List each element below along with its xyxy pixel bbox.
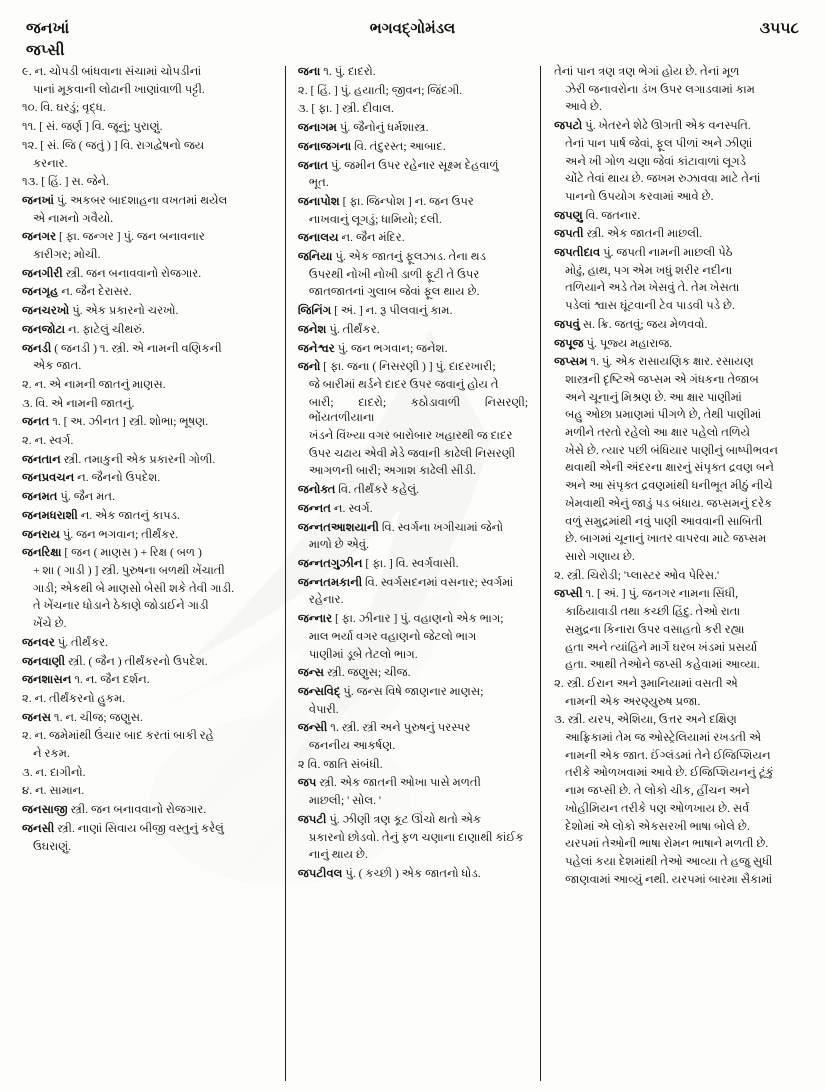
dictionary-entry [22, 802, 273, 818]
entry-continuation-line: કારીગર; મોચી. [33, 248, 101, 262]
entry-first-line: જનમધરાશી ન. એક જાતનું કાપડ. [22, 508, 180, 522]
entry-first-line: જનેશ પું. તીર્થંકર. [297, 322, 380, 336]
entry-headword: જપટી [297, 812, 327, 826]
entry-continuation-line: ભૂત. [308, 176, 329, 190]
entry-continuation-line: મોઢું, હાથ, પગ એમ ખધું શરીર નદીના [565, 263, 733, 277]
dictionary-entry [298, 139, 528, 155]
entry-continuation-line: પાણીમાં ડૂબે તેટલો ભાગ. [308, 647, 418, 661]
entry-continuation-line: તરીકે ઓળખવામાં આવે છે. ઈજિપ્શિયનનું ટૂંકું [565, 766, 774, 780]
entry-continuation-line: માળો છે એવું. [308, 538, 369, 552]
entry-headword: જનગર [22, 230, 57, 244]
entry-continuation-line: માલ ભર્યા વગર વહાણનો જેટલો ભાગ [308, 629, 477, 643]
entry-first-line: જનાત પું. જમીન ઉપર રહેનાર સૂક્ષ્મ દેહવાળું [297, 158, 499, 172]
entry-continuation-line: હતા. આથી તેઓને જપ્સી કહેવામાં આવ્યા. [565, 658, 760, 672]
entry-continuation-line: અને આ સંપૃક્ત દ્રવણમાંથી ધનીભૂત મીઠું નીચે [565, 479, 773, 493]
header-guide-word-second: જપ્સી [26, 42, 65, 59]
entry-headword: જનાપોશ [297, 194, 340, 208]
dictionary-entry [554, 226, 807, 242]
entry-first-line: જનરિક્ષા [ જન ( માણસ ) + રિક્ષ ( બળ ) [22, 546, 202, 560]
entry-first-line: ૧૩. [ હિં. ] સ. જેને. [22, 175, 110, 189]
entry-headword: જન્નતઆશયાની [297, 520, 379, 534]
entry-first-line: જનાજગના વિ. તંદુરસ્ત; આબાદ. [297, 139, 446, 153]
entry-headword: જનસી [22, 821, 55, 835]
entry-headword: જનવાણી [22, 654, 66, 668]
dictionary-entry [298, 303, 528, 319]
dictionary-entry [298, 684, 528, 717]
entry-continuation-line: નાખવાનું લૂગડું; ધામિયો; દલી. [308, 212, 442, 226]
entry-continuation-line: કરનાર. [33, 156, 68, 170]
dictionary-entry [22, 672, 273, 688]
entry-headword: જનતાન [22, 452, 61, 466]
entry-continuation-line: મળીને તરતો રહેલો આ ક્ષાર પહેલો તળિયે [565, 426, 751, 440]
entry-headword: જનત [22, 415, 50, 429]
entry-continuation-line: માછલી; ' સોલ. ' [308, 794, 382, 808]
entry-first-line: ૧૧. [ સં. જર્ણ ] વિ. જૂનું; પુરાણું. [22, 120, 163, 134]
entry-first-line: જનાલય ન. જૈન મંદિર. [297, 231, 405, 245]
entry-headword: જનસ [22, 710, 51, 724]
entry-first-line: ૨. ન. એ નામની જાતનું માણસ. [22, 377, 166, 391]
entry-first-line: જન્નત ન. સ્વર્ગ. [297, 501, 373, 515]
entry-continuation-line: સારો ગણાય છે. [565, 549, 635, 563]
entry-first-line: જપ સ્ત્રી. એક જાતની ઓખા પાસે મળતી [297, 776, 481, 790]
dictionary-entry [298, 158, 528, 191]
entry-headword: જનખાં [22, 193, 54, 207]
dictionary-entry [298, 64, 528, 80]
dictionary-entry [22, 396, 273, 412]
entry-first-line: જનપ્રવચન ન. જૈનનો ઉપદેશ. [22, 471, 161, 485]
entry-first-line: જપટો પું. ખેતરને શેઢે ઊગતી એક વનસ્પતિ. [554, 119, 751, 133]
dictionary-entry [22, 174, 273, 190]
entry-continuation-line: શાસ્ત્રની દૃષ્ટિએ જપ્સમ એ ગંધકના તેજાબ [565, 372, 759, 386]
entry-continuation-line: તળિયાને અડે તેમ ખેસવું તે. તેમ ખેસતા [565, 281, 740, 295]
column-1 [22, 64, 285, 1083]
entry-first-line: ૪. ન. સામાન. [22, 784, 85, 798]
dictionary-entry [298, 520, 528, 553]
entry-headword: જપ્સી [554, 587, 583, 601]
entry-first-line: જનો [ ફા. જના ( નિસરણી ) ] પું. દાદરખારી; [297, 360, 496, 374]
dictionary-entry [554, 245, 807, 314]
entry-first-line: જનસી સ્ત્રી. નાણાં સિવાય બીજી વસ્તુનું કરેલું [22, 821, 224, 835]
dictionary-entry [22, 284, 273, 300]
entry-headword: જપતીદાવ [554, 246, 601, 260]
dictionary-entry [22, 341, 273, 374]
entry-headword: જનડી [22, 341, 52, 355]
entry-first-line: ૩. વિ. એ નામની જાતનું. [22, 396, 135, 410]
entry-headword: જનરિક્ષા [22, 546, 62, 560]
entry-continuation-line: + શા ( ગાડી ) ] સ્ત્રી. પુરુષના બળથી ખેંચાતી [33, 563, 225, 577]
entry-headword: જનિયા [297, 250, 333, 264]
entry-continuation-line: અને ખી ગોળ ચણા જેવાં કાંટાવાળાં લૂગડે [565, 154, 747, 168]
entry-first-line: ૨. [ હિં. ] પું. હયાતી; જીવન; જિંદગી. [297, 83, 463, 97]
entry-headword: જન્નતમકાની [297, 575, 363, 589]
entry-first-line: જપૂજ પું. પૂજ્ય મહારાજ. [554, 336, 673, 350]
dictionary-entry [298, 812, 528, 863]
entry-headword: જના [297, 65, 321, 78]
entry-first-line: જનેશ્વર પું. જન ભગવાન; જનેશ. [297, 341, 448, 355]
entry-headword: જનગીરી [22, 266, 63, 280]
entry-first-line: જનચરખો પું. એક પ્રકારનો ચરખો. [22, 304, 179, 318]
entry-first-line: ૨. સ્ત્રી. ઈરાન અને રૂમાનિયામાં વસતી એ [554, 676, 738, 690]
entry-continuation-line: ઉઘરાણું. [33, 839, 72, 853]
dictionary-entry [554, 317, 807, 333]
entry-continuation-line: અને ચૂનાનું મિશ્રણ છે. આ ક્ષાર પાણીમાં [565, 390, 742, 404]
entry-continuation-line: પાનનો ઉપયોગ કરવામાં આવે છે. [565, 189, 714, 203]
entry-continuation-line: ખેંચે છે. [33, 617, 67, 631]
entry-continuation-line: સમુદ્રના કિનારા ઉપર વસાહતો કરી રહ્યા [565, 622, 745, 636]
entry-headword: જન્નાર [297, 612, 333, 626]
dictionary-entry [298, 230, 528, 246]
dictionary-entry [554, 208, 807, 224]
entry-continuation-line: આવે છે. [565, 100, 602, 114]
book-title: ભગવદ્ગોમંડલ [369, 21, 456, 37]
entry-first-line: ૨ વિ. જાતિ સંબંધી. [297, 757, 383, 771]
entry-continuation-line: બહુ ઓછા પ્રમાણમાં પીગળે છે, તેથી પાણીમાં [565, 408, 762, 422]
entry-first-line: જનગૃહ ન. જૈન દેરાસર. [22, 285, 132, 299]
entry-headword: જનાલય [297, 231, 339, 245]
entry-headword: જન્સ [297, 666, 325, 680]
dictionary-entry [554, 118, 807, 205]
entry-continuation-line: નાનું થાય છે. [308, 848, 368, 862]
entry-first-line: જનમત પું. જૈન મત. [22, 490, 115, 504]
entry-first-line: જપતીદાવ પું. જપતી નામની માછલી પેઠે [554, 246, 733, 260]
entry-headword: જનજોટા [22, 322, 66, 336]
entry-first-line: જનવાણી સ્ત્રી. ( જૈન ) તીર્થંકરનો ઉપદેશ. [22, 654, 208, 668]
entry-headword: જન્સી [297, 721, 328, 735]
entry-continuation-line: તેનાં પાન પાર્ષ જેવાં, ફૂલ પીળાં અને ઝીણાં [565, 136, 753, 150]
dictionary-entry [22, 691, 273, 707]
dictionary-entry [22, 783, 273, 799]
dictionary-entry [298, 757, 528, 773]
dictionary-entry [298, 501, 528, 517]
dictionary-entry [22, 322, 273, 338]
entry-first-line: ૧૦. વિ. ઘરડું; વૃદ્ધ. [22, 101, 106, 115]
dictionary-entry [22, 303, 273, 319]
entry-headword: જનપ્રવચન [22, 471, 75, 485]
entry-headword: જનરાય [22, 527, 60, 541]
dictionary-entry [22, 64, 273, 97]
entry-headword: જપટીવલ [297, 866, 343, 880]
entry-first-line: જનખાં પું. અકબર બાદશાહના વખતમાં થયેલ [22, 193, 228, 207]
dictionary-entry [22, 765, 273, 781]
entry-first-line: જપતી સ્ત્રી. એક જાતની માછલી. [554, 227, 703, 241]
dictionary-entry [22, 377, 273, 393]
entry-first-line: ૨. ન. સ્વર્ગ. [22, 434, 74, 448]
entry-continuation-line: રહેનાર. [308, 593, 344, 607]
entry-continuation-line: જાણવામાં આવ્યું નથી. યરપમાં બારમા સૈકામાં [565, 872, 773, 886]
entry-continuation-line: ખેમવાથી એનું જાડું પડ બંધાય. જપ્સમનું દરેક [565, 496, 773, 510]
dictionary-entry [554, 568, 807, 584]
entry-headword: જનગૃહ [22, 285, 59, 299]
entry-continuation-line: ઉપરથી નોખી નોખી ડાળી ફૂટી તે ઉપર [308, 267, 480, 281]
entry-continuation-line: એ નામનો ગવૈયો. [33, 211, 114, 225]
entry-continuation-line: ખંડને વિંખ્યા વગર બારોબાર ખહારથી જ દાદર [308, 429, 513, 443]
entry-continuation-line: નામની એક જાત. ઈંગ્લંડમાં તેને ઈજિપ્શિયન [565, 748, 771, 762]
entry-first-line: જન્નાર [ ફા. ઝીનાર ] પું. વહાણનો એક ભાગ; [297, 612, 504, 626]
entry-first-line: જનાગમ પું. જૈનોનું ધર્મશાસ્ત્ર. [297, 121, 429, 135]
entry-headword: જન્સવિદ્ [297, 684, 341, 698]
dictionary-entry [554, 676, 807, 709]
dictionary-entry [22, 266, 273, 282]
entry-first-line: જનતાન સ્ત્રી. તમાકુની એક પ્રકારની ગોળી. [22, 452, 216, 466]
dictionary-entry [298, 359, 528, 479]
dictionary-entry [298, 101, 528, 117]
entry-first-line: જન્સી ૧. સ્ત્રી. સ્ત્રી અને પુરુષનું પરસ્પર [297, 721, 471, 735]
dictionary-entry [298, 665, 528, 681]
entry-continuation-line: વેપારી. [308, 702, 339, 716]
entry-continuation-line: ગાડી; એકથી બે માણસો બેસી શકે તેવી ગાડી. [33, 581, 235, 595]
dictionary-entry [554, 712, 807, 887]
entry-continuation-line: ચોંટે તેવાં થાય છે. જખમ રુઝાવવા માટે તેનાં [565, 172, 761, 186]
entry-continuation-line: નામની એક અરણ્યુરુષ પ્રજા. [565, 694, 701, 708]
dictionary-entry [22, 452, 273, 468]
dictionary-entry [22, 710, 273, 726]
entry-first-line: જન્નતમકાની વિ. સ્વર્ગસદનમાં વસનાર; સ્વર્ગમાં [297, 575, 514, 589]
entry-continuation-line: જાતજાતનાં ગુલાબ જેવાં ફૂલ થાય છે. [308, 285, 480, 299]
dictionary-entry [22, 414, 273, 430]
dictionary-entry [298, 575, 528, 608]
dictionary-entry [22, 470, 273, 486]
dictionary-entry [22, 119, 273, 135]
entry-headword: જનમધરાશી [22, 508, 78, 522]
entry-headword: જપ [297, 776, 317, 790]
entry-headword: જનાત [297, 158, 329, 172]
entry-first-line: જનગીરી સ્ત્રી. જન બનાવવાનો રોજગાર. [22, 266, 202, 280]
column-2 [286, 64, 540, 1083]
entry-continuation-line: છે. બાગમાં ચૂનાનું ખાતર વાપરવા માટે જપ્સમ [565, 532, 767, 546]
entry-headword: જન્નત [297, 501, 331, 515]
entry-first-line: ૩. ન. દાગીનો. [22, 765, 86, 779]
column-3 [541, 64, 807, 1083]
dictionary-entry [22, 728, 273, 761]
entry-first-line: જનત ૧. [ અ. ઝીનત ] સ્ત્રી. શોભા; ભૂષણ. [22, 415, 209, 429]
entry-headword: જિનિંગ [297, 304, 332, 318]
dictionary-entry [22, 821, 273, 854]
page-number: ૩૫૫૮ [759, 20, 799, 37]
dictionary-entry [298, 322, 528, 338]
entry-continuation-line: ઝેરી જનાવરોના ડંખ ઉપર લગાડવામાં કામ [565, 82, 755, 96]
entry-continuation-line: તે ખેંચનાર ધોડાને ઠેકાણે જોડાઈને ગાડી [33, 599, 209, 613]
entry-continuation-line: હતા અને ત્યાંહિને માર્ગે ઘરબ ખંડમાં પ્રસર્યા [565, 640, 758, 654]
entry-first-line: જનશાસન ૧. ન. જૈન દર્શન. [22, 673, 150, 687]
entry-first-line: જપ્સમ ૧. પું. એક રાસાયણિક ક્ષાર. રસાયણ [554, 355, 754, 369]
dictionary-entry [298, 194, 528, 227]
entry-first-line: જના ૧. પું. દાદરો. [297, 65, 376, 78]
dictionary-entry [554, 336, 807, 352]
dictionary-entry [298, 341, 528, 357]
entry-first-line: જન્સ સ્ત્રી. જણુસ; ચીજ. [297, 666, 411, 680]
dictionary-entry [22, 508, 273, 524]
entry-first-line: જનગર [ ફા. જન્ગર ] પું. જન બનાવનાર [22, 230, 205, 244]
entry-first-line: જનડી ( જનડી ) ૧. સ્ત્રી. એ નામની વણિકની [22, 341, 222, 355]
entry-headword: જપટો [554, 119, 583, 133]
entry-headword: જનાજગના [297, 139, 352, 153]
entry-continuation-line: આફ્રિકામાં તેમ જ ઓસ્ટ્રેલિયામાં રખડતી એ [565, 731, 762, 745]
dictionary-entry [298, 83, 528, 99]
entry-continuation-line: થવાથી એની અંદરના ક્ષારનું સંપૃક્ત દ્રવણ બને [565, 461, 774, 475]
entry-first-line: તેનાં પાન ત્રણ ત્રણ ભેગાં હોય છે. તેનાં મૂળ [554, 65, 740, 78]
entry-continuation-line: પાનાં મૂકવાની લોઢાની ખાણાંવાળી પટ્ટી. [33, 82, 205, 96]
dictionary-entry [298, 249, 528, 300]
dictionary-entry [554, 64, 807, 115]
entry-first-line: ૧૨. [ સં. જિ ( જતું ) ] વિ. રાગદ્વેષનો જય [22, 138, 205, 152]
entry-first-line: જન્સવિદ્ પું. જન્સ વિષે જાણનાર માણસ; [297, 684, 484, 698]
entry-continuation-line: ખોહીમિયન તરીકે પણ ઓળખાય છે. સર્વ [565, 801, 750, 815]
entry-first-line: જનોક્ત વિ. તીર્થંકરે કહેલું. [297, 483, 419, 497]
entry-headword: જન્નતગુઝીન [297, 556, 363, 570]
dictionary-entry [22, 138, 273, 171]
entry-first-line: જન્નતઆશયાની વિ. સ્વર્ગના ખગીચામાં જેનો [297, 520, 504, 534]
dictionary-entry [22, 100, 273, 116]
dictionary-entry [298, 611, 528, 662]
columns-container [22, 64, 807, 1083]
entry-first-line: જપણુ વિ. જતનાર. [554, 208, 641, 222]
dictionary-entry [22, 527, 273, 543]
entry-first-line: જપટીવલ પું. ( કચ્છી ) એક જાતનો ધોડ. [297, 866, 481, 880]
dictionary-entry [298, 775, 528, 808]
entry-continuation-line: ઉપર ચઢાય એવી મેડે જવાની કાઢેલી નિસરણી [308, 446, 516, 460]
header-guide-word-first: જનખાં [26, 20, 70, 37]
dictionary-entry [22, 489, 273, 505]
entry-continuation-line: કાઠિયાવાડી તથા કચ્છી હિંદુ. તેઓ રાતા [565, 605, 741, 619]
entry-continuation-line: એક જાત. [33, 359, 82, 373]
entry-first-line: જપટી પું. ઝીણી ત્રણ કૂટ ઊંચો થતો એક [297, 812, 482, 826]
entry-continuation-line: જનનીય આકર્ષણ. [308, 739, 396, 753]
entry-headword: જપતી [554, 227, 584, 241]
entry-first-line: જનરાય પું. જન ભગવાન; તીર્થંકર. [22, 527, 179, 541]
entry-headword: જનોક્ત [297, 483, 336, 497]
entry-headword: જનેશ [297, 322, 327, 336]
entry-first-line: ૨. ન. તીર્થંકરનો હુકમ. [22, 691, 126, 705]
entry-first-line: જનાપોશ [ ફા. જિન્પોશ ] ન. જન ઉપર [297, 194, 474, 208]
entry-continuation-line: ને રકમ. [33, 747, 70, 761]
entry-continuation-line: ખેસે છે. ત્યાર પછી બંધિયાર પાણીનું બાષ્પીભવન [565, 443, 778, 457]
entry-continuation-line: જે બારીમાં થર્ડને દાદર ઉપર જવાનું હોય તે [308, 377, 499, 391]
entry-headword: જનેશ્વર [297, 341, 335, 355]
dictionary-entry [298, 720, 528, 753]
entry-continuation-line: આગળની બારી; અગાશ કાઢેલી સીડી. [308, 464, 477, 478]
entry-first-line: જનસાજી સ્ત્રી. જન બનાવવાનો રોજગાર. [22, 803, 207, 817]
entry-continuation-line: વળું સમુદ્રમાંથી નવું પાણી આવવાની સાબિતી [565, 514, 763, 528]
entry-first-line: જિનિંગ [ અં. ] ન. રૂ પીલવાનું કામ. [297, 304, 453, 318]
entry-headword: જનમત [22, 490, 58, 504]
entry-headword: જનચરખો [22, 304, 70, 318]
entry-first-line: જનિયા પું. એક જાતનું ફૂલઝાડ. તેના થડ [297, 250, 486, 264]
entry-headword: જનાગમ [297, 121, 337, 135]
entry-continuation-line: પડેલાં શ્વાસ ઘૂંટવાની ટેવ પાડવી પડે છે. [565, 299, 735, 313]
dictionary-entry [298, 556, 528, 572]
entry-first-line: ૨. ન. જમેમાંથી ઉંચાર બાદ કરતાં બાકી રહે [22, 729, 215, 743]
entry-first-line: ૩. [ ફા. ] સ્ત્રી. દીવાલ. [297, 102, 394, 116]
entry-headword: જનો [297, 360, 321, 374]
entry-continuation-line: પ્રકારનો છોડવો. તેનું ફળ ચણાના દાણાથી કાંઈક [308, 830, 524, 844]
dictionary-entry [298, 120, 528, 136]
entry-first-line: ૯. ન. ચોપડી બાંધવાના સંચામાં ચોપડીનાં [22, 65, 202, 78]
dictionary-entry [298, 482, 528, 498]
entry-headword: જનશાસન [22, 673, 72, 687]
entry-headword: જનસાજી [22, 803, 68, 817]
entry-headword: જપ્સમ [554, 355, 588, 369]
dictionary-entry [298, 866, 528, 882]
dictionary-entry [22, 654, 273, 670]
entry-first-line: જપ્સી ૧. [ અં. ] પું. જનગર નામના સિંધી, [554, 587, 739, 601]
entry-continuation-line: પહેલાં કયા દેશમાંથી તેઓ આવ્યા તે હજુ સુધી [565, 854, 773, 868]
entry-continuation-line: યરપમાં તેઓની ભાષા રોમન ભાષાને મળતી છે. [565, 837, 769, 851]
entry-continuation-line: નામ જપ્સી છે. તે લોકો ચીક, હીંચન અને [565, 784, 750, 798]
dictionary-entry [554, 354, 807, 564]
dictionary-entry [554, 586, 807, 673]
dictionary-entry [22, 545, 273, 632]
entry-first-line: ૩. સ્ત્રી. યરપ, એશિયા, ઉત્તર અને દક્ષિણ [554, 713, 737, 727]
entry-first-line: જન્નતગુઝીન [ ફા. ] વિ. સ્વર્ગવાસી. [297, 556, 459, 570]
entry-headword: જનવર [22, 635, 55, 649]
entry-headword: જપવું [554, 317, 580, 331]
entry-continuation-line: બારી; દાદરો; કઠોડાવાળી નિસરણી; ભોંયતળીયાના [308, 395, 529, 425]
dictionary-entry [22, 635, 273, 651]
entry-headword: જપણુ [554, 208, 583, 222]
dictionary-entry [22, 229, 273, 262]
dictionary-entry [22, 193, 273, 226]
entry-headword: જપૂજ [554, 336, 584, 350]
dictionary-entry [22, 433, 273, 449]
entry-first-line: ૨. સ્ત્રી. ચિરોડી; 'પ્લાસ્ટર ઓવ પેરિસ.' [554, 568, 720, 582]
entry-first-line: જપવું સ. ક્રિ. જતવું; જય મેળવવો. [554, 317, 708, 331]
entry-first-line: જનજોટા ન. ફાટેલું ચીથરું. [22, 322, 145, 336]
entry-continuation-line: દેશોમાં એ લોકો એકસરખી ભાષા બોલે છે. [565, 819, 750, 833]
entry-first-line: જનસ ૧. ન. ચીજ; જણુસ. [22, 710, 143, 724]
entry-first-line: જનવર પું. તીર્થંકર. [22, 635, 109, 649]
